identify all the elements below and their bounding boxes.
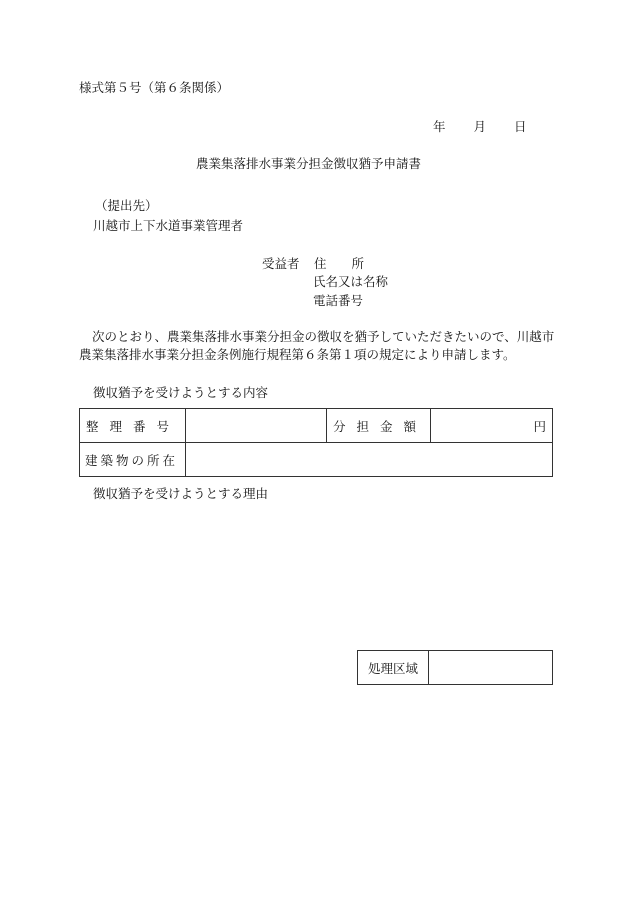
- date-year: 年: [433, 119, 446, 134]
- form-number: 様式第５号（第６条関係）: [79, 80, 230, 95]
- processing-area-table: [357, 650, 553, 685]
- applicant-role-label: 受益者: [262, 256, 300, 271]
- table-row: [358, 651, 553, 685]
- reference-number-field[interactable]: [186, 409, 327, 443]
- building-location-field[interactable]: [186, 443, 553, 477]
- date-line: [433, 119, 527, 135]
- request-paragraph: 次のとおり、農業集落排水事業分担金の徴収を猶予していただきたいので、川越市農業集落排水事業分担金条例施行規程第６条第１項の規定により申請します。: [79, 329, 555, 362]
- applicant-address-label: 住 所: [314, 256, 365, 271]
- table-row: [80, 443, 553, 477]
- deferral-reason-heading: 徴収猶予を受けようとする理由: [93, 486, 269, 501]
- addressee-label: （提出先）: [95, 198, 158, 213]
- addressee-name: 川越市上下水道事業管理者: [93, 218, 244, 233]
- applicant-name-label: 氏名又は名称: [313, 274, 389, 289]
- contribution-amount-label: 分担金額: [327, 409, 431, 443]
- processing-area-label: 処理区域: [358, 651, 429, 685]
- contribution-amount-field[interactable]: [431, 409, 553, 443]
- deferral-content-heading: 徴収猶予を受けようとする内容: [93, 385, 269, 400]
- applicant-phone-label: 電話番号: [313, 293, 364, 308]
- document-title: 農業集落排水事業分担金徴収猶予申請書: [196, 156, 422, 171]
- currency-unit: 円: [533, 418, 546, 434]
- deferral-content-table: [79, 408, 553, 477]
- processing-area-field[interactable]: [429, 651, 553, 685]
- date-month: 月: [473, 119, 487, 134]
- reference-number-label: 整理番号: [80, 409, 186, 443]
- table-row: [80, 409, 553, 443]
- date-day: 日: [514, 119, 527, 134]
- building-location-label: 建築物の所在: [80, 443, 186, 477]
